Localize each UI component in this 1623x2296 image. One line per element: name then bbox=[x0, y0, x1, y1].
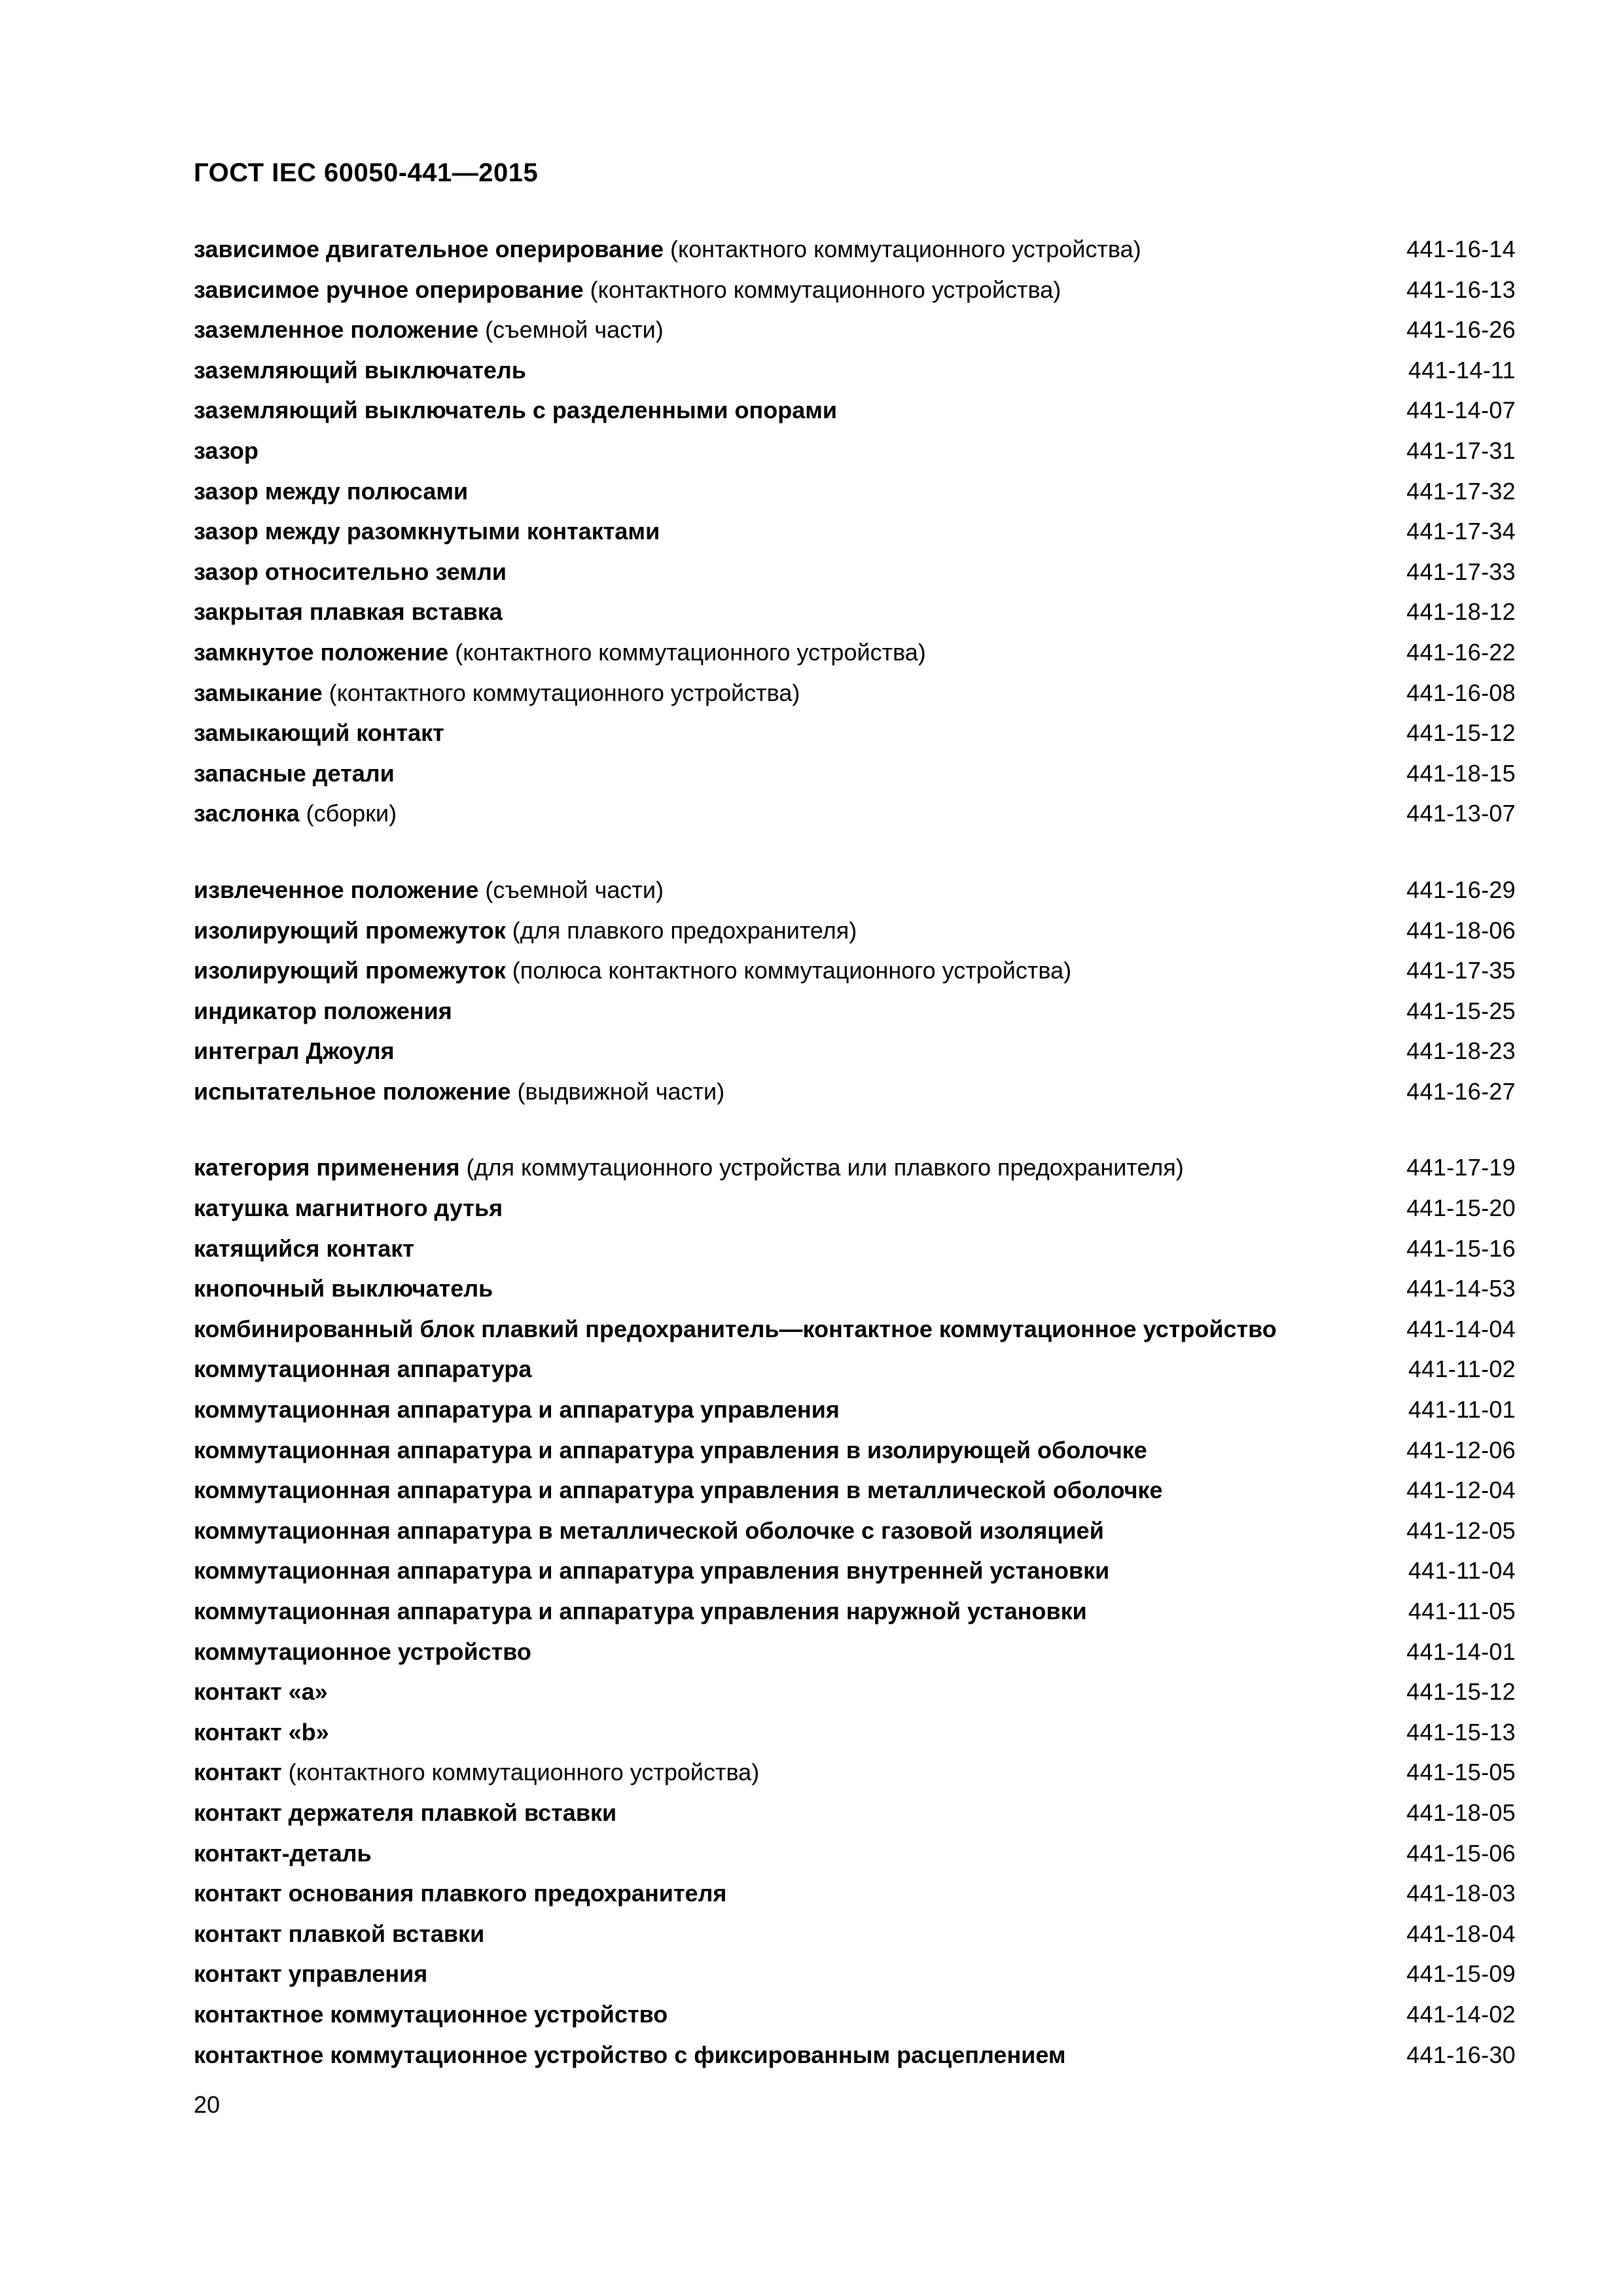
index-entry bbox=[194, 1752, 1516, 1793]
entry-code: 441-18-23 bbox=[1406, 1037, 1516, 1065]
entry-code: 441-17-34 bbox=[1406, 518, 1516, 545]
entry-term: коммутационная аппаратура и аппаратура управления в металлической оболочке bbox=[194, 1477, 1163, 1504]
entry-text bbox=[194, 1752, 759, 1793]
entry-code: 441-16-30 bbox=[1406, 2041, 1516, 2068]
entry-text bbox=[194, 1229, 414, 1269]
index-entry bbox=[194, 1873, 1516, 1914]
entry-text bbox=[194, 1309, 1277, 1350]
entry-code: 441-16-14 bbox=[1406, 236, 1516, 262]
entry-qualifier: (контактного коммутационного устройства) bbox=[455, 638, 926, 666]
entry-text bbox=[194, 1632, 531, 1672]
entry-qualifier: (съемной части) bbox=[485, 876, 664, 903]
index-entry bbox=[194, 1031, 1516, 1071]
entry-text bbox=[194, 1031, 395, 1071]
entry-qualifier: (контактного коммутационного устройства) bbox=[288, 1759, 760, 1786]
entry-term: категория применения bbox=[194, 1154, 460, 1181]
entry-text bbox=[194, 632, 926, 673]
index-entry bbox=[194, 910, 1516, 951]
index-group bbox=[194, 1147, 1516, 2075]
entry-text bbox=[194, 1430, 1147, 1471]
entry-term: коммутационная аппаратура bbox=[194, 1355, 532, 1383]
index-entry bbox=[194, 1430, 1516, 1471]
entry-text bbox=[194, 1873, 726, 1914]
entry-text bbox=[194, 1672, 328, 1712]
entry-text bbox=[194, 1470, 1163, 1511]
entry-code: 441-15-13 bbox=[1406, 1718, 1516, 1746]
entry-term: извлеченное положение bbox=[194, 876, 479, 903]
entry-qualifier: (для плавкого предохранителя) bbox=[512, 916, 857, 944]
entry-text bbox=[194, 592, 503, 632]
index-entry bbox=[194, 1712, 1516, 1753]
entry-term: заслонка bbox=[194, 800, 300, 827]
index-entry bbox=[194, 229, 1516, 270]
entry-code: 441-11-01 bbox=[1408, 1396, 1516, 1424]
entry-code: 441-17-35 bbox=[1406, 957, 1516, 984]
index-entry bbox=[194, 1511, 1516, 1551]
entry-code: 441-15-20 bbox=[1406, 1194, 1516, 1222]
entry-term: катушка магнитного дутья bbox=[194, 1194, 503, 1222]
entry-code: 441-17-33 bbox=[1406, 558, 1516, 585]
entry-code: 441-14-04 bbox=[1406, 1315, 1516, 1342]
entry-code: 441-17-31 bbox=[1406, 437, 1516, 464]
entry-code: 441-11-04 bbox=[1408, 1557, 1516, 1585]
entry-text bbox=[194, 229, 1141, 270]
entry-term: заземляющий выключатель bbox=[194, 356, 526, 384]
entry-text bbox=[194, 1349, 531, 1390]
entry-code: 441-17-19 bbox=[1406, 1154, 1516, 1181]
entry-code: 441-18-05 bbox=[1406, 1799, 1516, 1826]
entry-text bbox=[194, 511, 660, 552]
entry-code: 441-16-26 bbox=[1406, 316, 1516, 344]
entry-qualifier: (контактного коммутационного устройства) bbox=[590, 276, 1061, 303]
entry-code: 441-15-12 bbox=[1406, 719, 1516, 747]
entry-text bbox=[194, 1914, 484, 1954]
entry-code: 441-15-16 bbox=[1406, 1234, 1516, 1262]
entry-term: запасные детали bbox=[194, 759, 395, 787]
entry-qualifier: (сборки) bbox=[306, 800, 397, 827]
entry-term: коммутационная аппаратура и аппаратура управления внутренней установки bbox=[194, 1557, 1110, 1585]
entry-text bbox=[194, 1511, 1104, 1551]
entry-term: контакт держателя плавкой вставки bbox=[194, 1799, 617, 1826]
index-entry bbox=[194, 270, 1516, 310]
entry-term: контакт bbox=[194, 1759, 282, 1786]
entry-code: 441-15-09 bbox=[1406, 1960, 1516, 1988]
index-entry bbox=[194, 1793, 1516, 1833]
entry-term: заземляющий выключатель с разделенными опорами bbox=[194, 397, 838, 424]
index-entry bbox=[194, 1470, 1516, 1511]
entry-text bbox=[194, 793, 397, 834]
entry-term: коммутационная аппаратура и аппаратура управления в изолирующей оболочке bbox=[194, 1436, 1147, 1463]
entry-term: зазор относительно земли bbox=[194, 558, 507, 585]
index-group bbox=[194, 870, 1516, 1112]
index-entry bbox=[194, 1309, 1516, 1350]
index-entry bbox=[194, 1390, 1516, 1430]
entry-term: коммутационное устройство bbox=[194, 1638, 531, 1665]
entry-term: контакт управления bbox=[194, 1960, 428, 1988]
entry-text bbox=[194, 1268, 493, 1309]
index-entry bbox=[194, 793, 1516, 834]
entry-term: контакт-деталь bbox=[194, 1839, 372, 1867]
index-entry bbox=[194, 1994, 1516, 2035]
entry-code: 441-14-07 bbox=[1406, 397, 1516, 424]
entry-code: 441-17-32 bbox=[1406, 477, 1516, 505]
entry-term: зазор bbox=[194, 437, 259, 464]
index-entry bbox=[194, 431, 1516, 471]
entry-code: 441-18-15 bbox=[1406, 759, 1516, 787]
entry-code: 441-18-12 bbox=[1406, 598, 1516, 626]
index-entry bbox=[194, 1229, 1516, 1269]
entry-qualifier: (выдвижной части) bbox=[517, 1077, 725, 1105]
entry-qualifier: (для коммутационного устройства или плавкого предохранителя) bbox=[466, 1154, 1184, 1181]
entry-term: зазор между разомкнутыми контактами bbox=[194, 518, 660, 545]
entry-term: заземленное положение bbox=[194, 316, 479, 344]
entry-term: контактное коммутационное устройство с фиксированным расцеплением bbox=[194, 2041, 1066, 2068]
page-number: 20 bbox=[194, 2091, 221, 2118]
index-entry bbox=[194, 511, 1516, 552]
entry-term: контакт основания плавкого предохранителя bbox=[194, 1880, 727, 1907]
index-entry bbox=[194, 310, 1516, 350]
entry-term: комбинированный блок плавкий предохранитель—контактное коммутационное устройство bbox=[194, 1315, 1277, 1342]
index-entry bbox=[194, 1632, 1516, 1672]
entry-term: индикатор положения bbox=[194, 997, 452, 1024]
index-group bbox=[194, 229, 1516, 834]
entry-code: 441-15-25 bbox=[1406, 997, 1516, 1024]
page-header: ГОСТ IEC 60050-441—2015 bbox=[194, 158, 539, 187]
entry-code: 441-13-07 bbox=[1406, 800, 1516, 827]
entry-code: 441-16-22 bbox=[1406, 638, 1516, 666]
entry-code: 441-12-04 bbox=[1406, 1477, 1516, 1504]
entry-code: 441-16-27 bbox=[1406, 1077, 1516, 1105]
entry-text bbox=[194, 1188, 503, 1229]
entry-code: 441-15-12 bbox=[1406, 1678, 1516, 1706]
entry-term: кнопочный выключатель bbox=[194, 1275, 493, 1302]
entry-code: 441-11-05 bbox=[1408, 1598, 1516, 1624]
entry-text bbox=[194, 713, 444, 753]
entry-text bbox=[194, 673, 800, 713]
index-entry bbox=[194, 1349, 1516, 1390]
index-entry bbox=[194, 390, 1516, 431]
index-entry bbox=[194, 753, 1516, 794]
entry-term: замкнутое положение bbox=[194, 638, 449, 666]
entry-text bbox=[194, 1071, 724, 1112]
entry-term: замыкание bbox=[194, 679, 323, 706]
index-entry bbox=[194, 1551, 1516, 1591]
index-entry bbox=[194, 1188, 1516, 1229]
index-entry bbox=[194, 592, 1516, 632]
entry-text bbox=[194, 431, 259, 471]
index-entry bbox=[194, 991, 1516, 1031]
entry-term: коммутационная аппаратура и аппаратура управления bbox=[194, 1396, 840, 1424]
entry-term: коммутационная аппаратура и аппаратура управления наружной установки bbox=[194, 1598, 1087, 1624]
entry-term: контактное коммутационное устройство bbox=[194, 2000, 668, 2028]
entry-code: 441-16-29 bbox=[1406, 876, 1516, 903]
index-entry bbox=[194, 1147, 1516, 1188]
index-entry bbox=[194, 350, 1516, 391]
entry-text bbox=[194, 1551, 1109, 1591]
index-entry bbox=[194, 1672, 1516, 1712]
entry-code: 441-18-03 bbox=[1406, 1880, 1516, 1907]
entry-text bbox=[194, 870, 664, 910]
entry-term: контакт «b» bbox=[194, 1718, 329, 1746]
entry-code: 441-15-05 bbox=[1406, 1759, 1516, 1786]
entry-code: 441-14-01 bbox=[1406, 1638, 1516, 1665]
entry-text bbox=[194, 950, 1071, 991]
entry-text bbox=[194, 1712, 329, 1753]
entry-text bbox=[194, 390, 837, 431]
index-entry bbox=[194, 2035, 1516, 2075]
entry-text bbox=[194, 310, 664, 350]
index-entry bbox=[194, 1954, 1516, 1994]
entry-qualifier: (съемной части) bbox=[485, 316, 664, 344]
entry-code: 441-16-08 bbox=[1406, 679, 1516, 706]
index-entry bbox=[194, 950, 1516, 991]
entry-code: 441-16-13 bbox=[1406, 276, 1516, 303]
entry-text bbox=[194, 1147, 1184, 1188]
entry-code: 441-15-06 bbox=[1406, 1839, 1516, 1867]
entry-term: зазор между полюсами bbox=[194, 477, 469, 505]
index-entry bbox=[194, 471, 1516, 512]
entry-term: контакт плавкой вставки bbox=[194, 1920, 485, 1947]
entry-term: зависимое двигательное оперирование bbox=[194, 236, 664, 262]
index-entry bbox=[194, 673, 1516, 713]
index-entry bbox=[194, 1071, 1516, 1112]
index-entry bbox=[194, 870, 1516, 910]
entry-term: интеграл Джоуля bbox=[194, 1037, 395, 1065]
entry-text bbox=[194, 270, 1061, 310]
entry-term: коммутационная аппаратура в металлической оболочке с газовой изоляцией bbox=[194, 1516, 1104, 1544]
entry-text bbox=[194, 552, 507, 592]
entry-text bbox=[194, 471, 468, 512]
entry-term: замыкающий контакт bbox=[194, 719, 444, 747]
entry-qualifier: (контактного коммутационного устройства) bbox=[329, 679, 800, 706]
entry-code: 441-12-05 bbox=[1406, 1516, 1516, 1544]
entry-text bbox=[194, 753, 395, 794]
entry-qualifier: (полюса контактного коммутационного устройства) bbox=[512, 957, 1072, 984]
entry-text bbox=[194, 910, 857, 951]
entry-qualifier: (контактного коммутационного устройства) bbox=[670, 236, 1141, 262]
term-index-list bbox=[194, 229, 1516, 2075]
entry-text bbox=[194, 1390, 840, 1430]
entry-text bbox=[194, 1793, 616, 1833]
index-entry bbox=[194, 1833, 1516, 1874]
entry-text bbox=[194, 2035, 1066, 2075]
index-entry bbox=[194, 1914, 1516, 1954]
entry-term: закрытая плавкая вставка bbox=[194, 598, 503, 626]
index-entry bbox=[194, 1591, 1516, 1632]
entry-code: 441-14-53 bbox=[1406, 1275, 1516, 1302]
entry-text bbox=[194, 1954, 427, 1994]
entry-code: 441-12-06 bbox=[1406, 1436, 1516, 1463]
index-entry bbox=[194, 552, 1516, 592]
entry-term: контакт «a» bbox=[194, 1678, 328, 1706]
entry-term: изолирующий промежуток bbox=[194, 916, 506, 944]
entry-code: 441-14-11 bbox=[1408, 356, 1516, 384]
index-entry bbox=[194, 713, 1516, 753]
entry-text bbox=[194, 991, 452, 1031]
entry-text bbox=[194, 1833, 372, 1874]
entry-text bbox=[194, 1994, 668, 2035]
entry-term: зависимое ручное оперирование bbox=[194, 276, 584, 303]
entry-code: 441-18-06 bbox=[1406, 916, 1516, 944]
entry-code: 441-18-04 bbox=[1406, 1920, 1516, 1947]
entry-code: 441-11-02 bbox=[1408, 1355, 1516, 1383]
entry-term: испытательное положение bbox=[194, 1077, 511, 1105]
entry-text bbox=[194, 1591, 1087, 1632]
index-entry bbox=[194, 1268, 1516, 1309]
entry-term: катящийся контакт bbox=[194, 1234, 414, 1262]
entry-code: 441-14-02 bbox=[1406, 2000, 1516, 2028]
index-entry bbox=[194, 632, 1516, 673]
entry-term: изолирующий промежуток bbox=[194, 957, 506, 984]
entry-text bbox=[194, 350, 526, 391]
